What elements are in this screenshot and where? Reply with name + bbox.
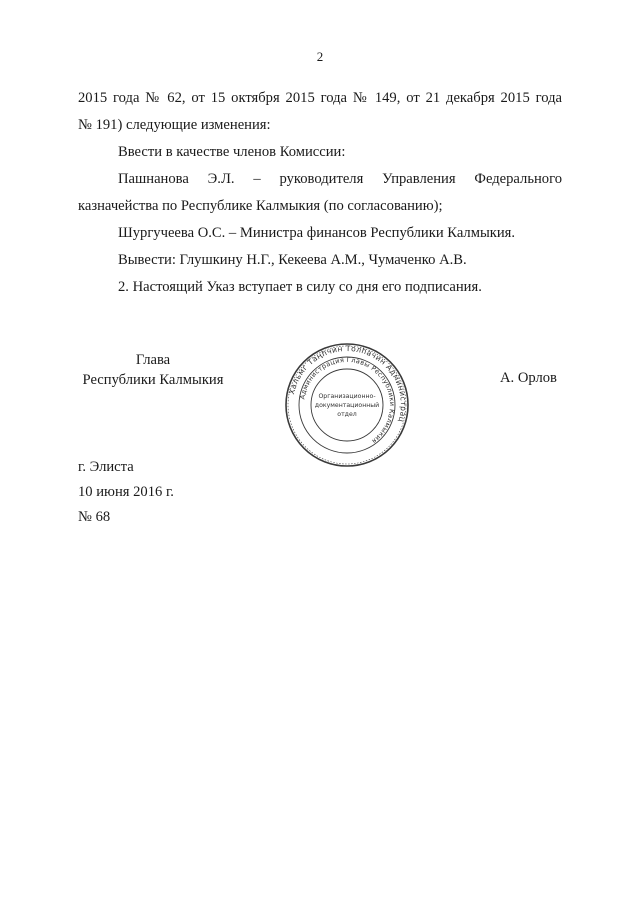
document-body [78,86,562,302]
member-1-line-2: казначейства по Республике Калмыкия (по согласованию); [78,198,443,214]
signatory-title-line-1: Глава [135,352,171,368]
seal-outer-text: Хальмг Таңһчин Толһачин Администрац [287,343,409,424]
remove-paragraph: Вывести: Глушкину Н.Г., Кекеева А.М., Чумаченко А.В. [118,252,467,268]
intro-paragraph: Ввести в качестве членов Комиссии: [118,144,346,160]
issue-city: г. Элиста [78,459,134,475]
seal-center-line-1: Организационно- [318,393,376,400]
clause-2-paragraph: 2. Настоящий Указ вступает в силу со дня его подписания. [118,279,482,295]
decree-number: № 68 [78,509,111,525]
seal-center-line-2: документационный [314,402,380,409]
member-1-line-1: Пашнанова Э.Л. – руководителя Управления Федерального [118,171,562,187]
seal-inner-text: Администрация Главы Республики Калмыкия [298,355,397,446]
signatory-title-line-2: Республики Калмыкия [82,372,224,388]
signatory-title [78,350,228,390]
official-seal [284,342,410,468]
body-line-2: № 191) следующие изменения: [78,117,271,133]
seal-center-line-3: отдел [337,411,357,418]
issue-date: 10 июня 2016 г. [78,484,174,500]
signatory-name: А. Орлов [500,370,557,386]
document-footer [78,455,174,530]
signature-block [0,340,640,460]
body-line-1: 2015 года № 62, от 15 октября 2015 года № 149, от 21 декабря 2015 года [78,90,562,106]
page-number: 2 [316,49,324,64]
member-2-paragraph: Шургучеева О.С. – Министра финансов Республики Калмыкия. [118,225,516,241]
